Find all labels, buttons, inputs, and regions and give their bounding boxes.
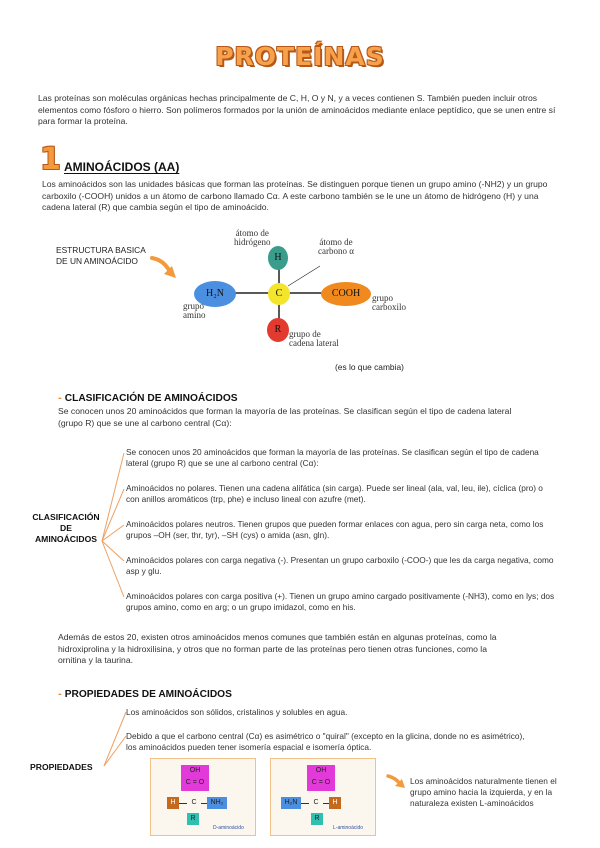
label-amino-line1: grupo bbox=[183, 301, 204, 311]
clasificacion-item: Aminoácidos polares neutros. Tienen grupos que pueden formar enlaces con agua, pero sin carga neta, como los grupos –OH (ser, thr, tyr), –SH (cys) o amida (asn, gln). bbox=[126, 519, 544, 541]
propiedades-title: PROPIEDADES DE AMINOÁCIDOS bbox=[64, 689, 232, 700]
bond bbox=[301, 803, 309, 804]
label-carboxyl bbox=[372, 294, 406, 312]
carbon-atom bbox=[268, 283, 290, 305]
clasificacion-label-line3: AMINOÁCIDOS bbox=[34, 534, 98, 544]
oh-label: OH bbox=[189, 767, 201, 774]
l-aminoacid-caption: L-aminoácido bbox=[333, 825, 364, 831]
clasificacion-label-line1: CLASIFICACIÓN bbox=[32, 512, 100, 522]
section-number: 1 bbox=[40, 142, 61, 177]
c-eq-o-label: C = O bbox=[311, 779, 331, 786]
label-carboxyl-line1: grupo bbox=[372, 293, 393, 303]
clasificacion-title: CLASIFICACIÓN DE AMINOÁCIDOS bbox=[64, 393, 238, 404]
intro-paragraph: Las proteínas son moléculas orgánicas hechas principalmente de C, H, O y N, y a veces contienen S. También pueden incluir otros elementos como fósforo o hierro. Son polímeros formados por la unión de aminoácidos mediante enlace peptídico, que se unen entre sí para formar la proteína. bbox=[38, 93, 556, 127]
section-paragraph: Los aminoácidos son las unidades básicas que forman las proteínas. Se distinguen porque tienen un grupo amino (-NH2) y un grupo carboxilo (-COOH) unidos a un átomo de carbono llamado Cα. A este carbono también se le une un átomo de hidrógeno (H) y una cadena lateral (R) que cambia según el tipo de aminoácido. bbox=[42, 179, 548, 213]
nh2-box: NH₂ bbox=[207, 797, 227, 809]
r-box: R bbox=[187, 813, 199, 825]
clasificacion-item: Aminoácidos polares con carga negativa (-). Presentan un grupo carboxilo (-COO-) que les da carga negativa, como asp y glu. bbox=[126, 555, 554, 577]
r-group-label: R bbox=[274, 324, 282, 335]
clasificacion-extra: Además de estos 20, existen otros aminoácidos menos comunes que también están en algunas proteínas, como la hidroxiprolina y la hidroxilisina, y otros que no forman parte de las proteínas pero tienen otras funciones, como la ornitina y la taurina. bbox=[58, 632, 497, 666]
h2n-box: H₂N bbox=[281, 797, 301, 809]
propiedades-note: Los aminoácidos naturalmente tienen el grupo amino hacia la izquierda, y en la naturaleza existen L-aminoácidos bbox=[410, 776, 557, 809]
carboxyl-group-label: COOH bbox=[331, 288, 361, 299]
d-aminoacid-figure bbox=[150, 758, 256, 836]
h-box: H bbox=[329, 797, 341, 809]
diagram-caption bbox=[56, 245, 146, 267]
h-box: H bbox=[167, 797, 179, 809]
c-label: C bbox=[313, 799, 319, 806]
r-box: R bbox=[311, 813, 323, 825]
oh-label: OH bbox=[315, 767, 327, 774]
propiedades-item: Los aminoácidos son sólidos, cristalinos y solubles en agua. bbox=[126, 707, 348, 717]
arrow-icon bbox=[386, 772, 408, 790]
l-aminoacid-figure bbox=[270, 758, 376, 836]
carboxyl-box bbox=[181, 765, 209, 791]
label-amino bbox=[183, 302, 206, 320]
c-label: C bbox=[191, 799, 197, 806]
d-aminoacid-caption: D-aminoácido bbox=[213, 825, 244, 831]
page-title: PROTEÍNAS bbox=[215, 42, 385, 71]
clasificacion-intro: Se conocen unos 20 aminoácidos que forman la mayoría de las proteínas. Se clasifican según el tipo de cadena lateral (grupo R) que se une al carbono central (Cα): bbox=[58, 406, 512, 428]
carbon-label: C bbox=[275, 288, 283, 299]
diagram-caption-line2: DE UN AMINOÁCIDO bbox=[56, 256, 138, 266]
clasificacion-label bbox=[20, 512, 112, 545]
label-hydrogen bbox=[234, 229, 271, 247]
propiedades-label: PROPIEDADES bbox=[30, 762, 93, 772]
hydrogen-atom bbox=[268, 246, 288, 270]
amino-group-label: H₂N bbox=[206, 288, 224, 299]
clasificacion-item: Aminoácidos polares con carga positiva (+). Tienen un grupo amino cargado positivamente (-NH3), como en lys; dos grupos amino, como en arg; o un grupo imidazol, como en his. bbox=[126, 591, 555, 613]
dash-bullet: - bbox=[58, 392, 65, 404]
label-hydrogen-line2: hidrógeno bbox=[234, 237, 271, 247]
clasificacion-item: Se conocen unos 20 aminoácidos que forman la mayoría de las proteínas. Se clasifican según el tipo de cadena lateral (grupo R) que se une al carbono central (Cα): bbox=[126, 447, 539, 469]
carboxyl-box bbox=[307, 765, 335, 791]
label-hydrogen-line1: átomo de bbox=[235, 228, 269, 238]
label-amino-line2: amino bbox=[183, 310, 206, 320]
clasificacion-label-line2: DE bbox=[60, 523, 72, 533]
clasificacion-item: Aminoácidos no polares. Tienen una cadena alifática (sin carga). Puede ser lineal (ala, val, leu, ile), cíclica (pro) o con anillos aromáticos (trp, phe) e incluso lineal con azufre (met). bbox=[126, 483, 543, 505]
side-chain-note: (es lo que cambia) bbox=[335, 362, 404, 372]
label-carbon bbox=[318, 238, 354, 256]
label-side-chain bbox=[289, 330, 339, 348]
carboxyl-group bbox=[321, 282, 371, 306]
clasificacion-heading bbox=[58, 388, 238, 406]
propiedades-item: Debido a que el carbono central (Cα) es asimétrico o "quiral" (excepto en la glicina, donde no es asimétrico), los aminoácidos pueden tener isomería espacial e isomería óptica. bbox=[126, 731, 525, 753]
section-title: AMINOÁCIDOS (AA) bbox=[64, 160, 180, 174]
c-eq-o-label: C = O bbox=[185, 779, 205, 786]
r-group bbox=[267, 318, 289, 342]
bond bbox=[179, 803, 187, 804]
label-carbon-line2: carbono α bbox=[318, 246, 354, 256]
arrow-icon bbox=[150, 254, 180, 280]
label-carboxyl-line2: carboxilo bbox=[372, 302, 406, 312]
diagram-caption-line1: ESTRUCTURA BASICA bbox=[56, 245, 146, 255]
dash-bullet: - bbox=[58, 688, 65, 700]
label-carbon-line1: átomo de bbox=[319, 237, 353, 247]
hydrogen-label: H bbox=[274, 252, 282, 263]
label-side-chain-line1: grupo de bbox=[289, 329, 321, 339]
propiedades-heading bbox=[58, 684, 232, 702]
label-side-chain-line2: cadena lateral bbox=[289, 338, 339, 348]
